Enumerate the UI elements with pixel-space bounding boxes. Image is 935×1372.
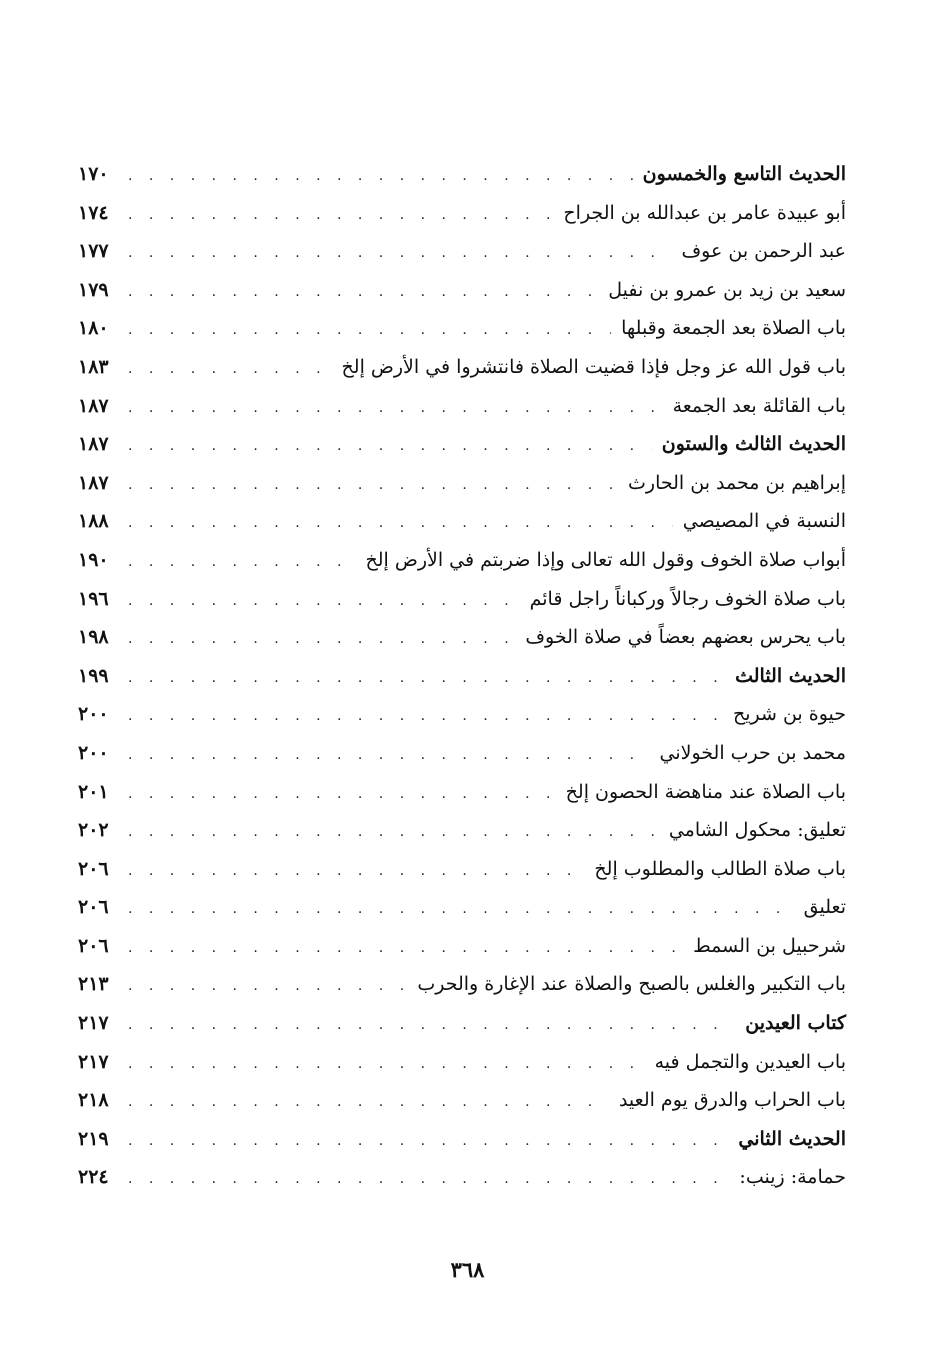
toc-entry xyxy=(78,1043,846,1082)
toc-entry-title: سعيد بن زيد بن عمرو بن نفيل xyxy=(608,278,846,301)
dot-leader xyxy=(128,736,650,775)
toc-entry-title: الحديث الثالث والستون xyxy=(661,433,846,456)
toc-entry xyxy=(78,232,846,271)
toc-entry xyxy=(78,425,846,464)
toc-entry-title: الحديث الثاني xyxy=(738,1127,846,1150)
toc-entry-page: ١٨٨ xyxy=(78,510,109,533)
toc-entry xyxy=(78,850,846,889)
toc-entry-title: إبراهيم بن محمد بن الحارث xyxy=(628,471,846,494)
toc-entry-page: ١٨٠ xyxy=(78,317,109,340)
dot-leader xyxy=(128,620,515,659)
toc-entry-title: باب الصلاة بعد الجمعة وقبلها xyxy=(621,317,846,340)
toc-entry-title: باب التكبير والغلس بالصبح والصلاة عند الإغارة والحرب xyxy=(417,973,846,996)
toc-entry-title: عبد الرحمن بن عوف xyxy=(681,240,846,263)
toc-entry-title: باب صلاة الخوف رجالاً وركباناً راجل قائم xyxy=(529,587,846,610)
dot-leader xyxy=(128,427,652,466)
toc-entry-title: تعليق xyxy=(803,896,846,919)
toc-entry-title: باب قول الله عز وجل فإذا قضيت الصلاة فانتشروا في الأرض إلخ xyxy=(341,355,846,378)
toc-entry xyxy=(78,541,846,580)
toc-entry xyxy=(78,734,846,773)
dot-leader xyxy=(128,1045,645,1084)
toc-entry-title: باب الصلاة عند مناهضة الحصون إلخ xyxy=(565,780,846,803)
toc-entry-page: ١٧٧ xyxy=(78,240,109,263)
dot-leader xyxy=(128,1006,735,1045)
toc-entry xyxy=(78,464,846,503)
toc-entry-page: ١٩٩ xyxy=(78,664,109,687)
toc-entry-page: ١٩٠ xyxy=(78,548,109,571)
toc-entry-page: ١٩٨ xyxy=(78,626,109,649)
toc-entry-title: الحديث الثالث xyxy=(735,664,846,687)
toc-entry-title: باب صلاة الطالب والمطلوب إلخ xyxy=(594,857,846,880)
toc-entry xyxy=(78,348,846,387)
toc-entry xyxy=(78,271,846,310)
toc-entry xyxy=(78,1158,846,1197)
toc-entry xyxy=(78,618,846,657)
toc-entry-title: باب الحراب والدرق يوم العيد xyxy=(618,1089,846,1112)
table-of-contents xyxy=(78,155,846,1197)
toc-entry-page: ٢٠٠ xyxy=(78,703,109,726)
dot-leader xyxy=(128,659,725,698)
dot-leader xyxy=(128,157,633,196)
toc-entry-page: ٢١٧ xyxy=(78,1050,109,1073)
toc-entry xyxy=(78,155,846,194)
toc-entry xyxy=(78,1120,846,1159)
dot-leader xyxy=(128,852,584,891)
toc-entry xyxy=(78,773,846,812)
toc-entry xyxy=(78,387,846,426)
toc-entry-page: ٢١٧ xyxy=(78,1012,109,1035)
dot-leader xyxy=(128,1160,729,1199)
toc-entry xyxy=(78,502,846,541)
dot-leader xyxy=(128,775,556,814)
toc-entry-page: ٢٠٦ xyxy=(78,934,109,957)
toc-entry xyxy=(78,194,846,233)
toc-entry xyxy=(78,965,846,1004)
toc-entry-page: ٢٢٤ xyxy=(78,1166,109,1189)
page-number: ٣٦٨ xyxy=(450,1257,485,1282)
toc-entry-title: باب يحرس بعضهم بعضاً في صلاة الخوف xyxy=(525,626,846,649)
toc-entry-title: حيوة بن شريح xyxy=(732,703,846,726)
dot-leader xyxy=(128,543,356,582)
toc-entry-title: باب القائلة بعد الجمعة xyxy=(672,394,846,417)
toc-entry-title: حمامة: زينب: xyxy=(739,1166,846,1189)
toc-entry xyxy=(78,657,846,696)
dot-leader xyxy=(128,466,618,505)
toc-entry-page: ٢٠٠ xyxy=(78,741,109,764)
dot-leader xyxy=(128,311,611,350)
toc-entry-page: ١٨٧ xyxy=(78,394,109,417)
toc-entry-title: أبواب صلاة الخوف وقول الله تعالى وإذا ضربتم في الأرض إلخ xyxy=(365,548,846,571)
toc-entry-page: ١٨٧ xyxy=(78,433,109,456)
toc-entry-title: شرحبيل بن السمط xyxy=(693,934,846,957)
dot-leader xyxy=(128,813,659,852)
toc-entry-title: الحديث التاسع والخمسون xyxy=(642,163,846,185)
toc-entry-page: ١٩٦ xyxy=(78,587,109,610)
toc-entry-page: ٢٠٦ xyxy=(78,896,109,919)
toc-entry-page: ٢١٨ xyxy=(78,1089,109,1112)
toc-entry-title: باب العيدين والتجمل فيه xyxy=(654,1050,846,1073)
toc-entry-page: ١٨٧ xyxy=(78,471,109,494)
toc-entry-page: ١٧٠ xyxy=(78,163,109,185)
dot-leader xyxy=(128,389,663,428)
dot-leader xyxy=(128,697,723,736)
toc-entry xyxy=(78,695,846,734)
toc-entry-title: تعليق: محكول الشامي xyxy=(668,819,846,842)
dot-leader xyxy=(128,890,794,929)
dot-leader xyxy=(128,967,407,1006)
dot-leader xyxy=(128,582,520,621)
dot-leader xyxy=(128,273,598,312)
toc-entry-page: ١٧٤ xyxy=(78,201,109,224)
toc-entry xyxy=(78,1081,846,1120)
toc-entry xyxy=(78,888,846,927)
toc-entry-page: ٢٠١ xyxy=(78,780,109,803)
dot-leader xyxy=(128,504,673,543)
dot-leader xyxy=(128,1083,609,1122)
toc-entry-page: ٢٠٢ xyxy=(78,819,109,842)
toc-entry-page: ١٧٩ xyxy=(78,278,109,301)
dot-leader xyxy=(128,196,553,235)
toc-entry-title: محمد بن حرب الخولاني xyxy=(659,741,846,764)
toc-entry xyxy=(78,309,846,348)
toc-entry-title: النسبة في المصيصي xyxy=(682,510,846,533)
toc-entry-page: ٢٠٦ xyxy=(78,857,109,880)
dot-leader xyxy=(128,1122,728,1161)
toc-entry-page: ٢١٩ xyxy=(78,1127,109,1150)
dot-leader xyxy=(128,929,683,968)
toc-entry xyxy=(78,927,846,966)
dot-leader xyxy=(128,234,671,273)
toc-entry xyxy=(78,1004,846,1043)
toc-entry xyxy=(78,580,846,619)
toc-entry-page: ١٨٣ xyxy=(78,355,109,378)
dot-leader xyxy=(128,350,332,389)
toc-entry-page: ٢١٣ xyxy=(78,973,109,996)
toc-entry-title: كتاب العيدين xyxy=(745,1012,846,1035)
toc-entry-title: أبو عبيدة عامر بن عبدالله بن الجراح xyxy=(563,201,846,224)
toc-entry xyxy=(78,811,846,850)
